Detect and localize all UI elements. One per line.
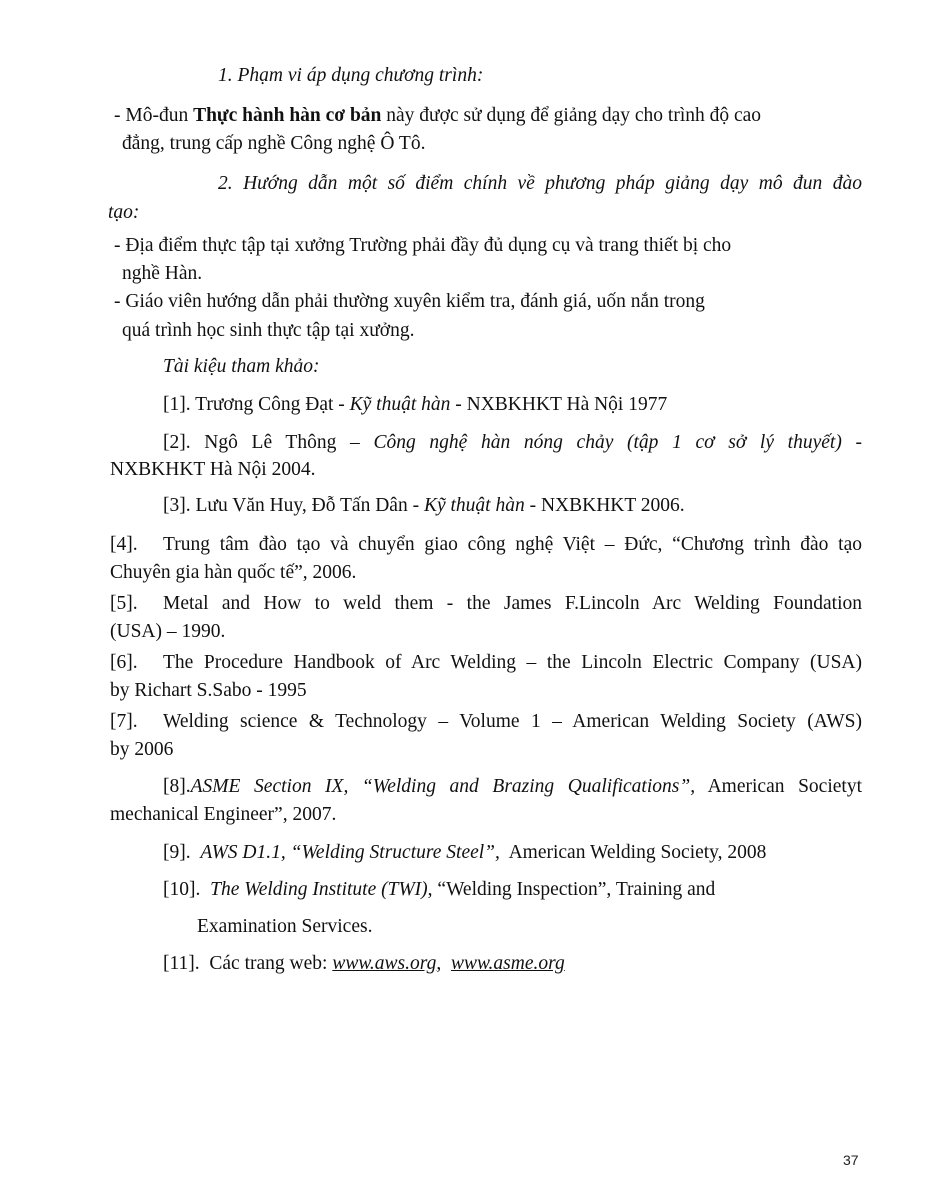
section-1-heading [218,66,483,86]
text: - NXBKHKT 2006. [524,495,685,516]
section-1-heading-text: 1. Phạm vi áp dụng chương trình: [218,65,484,86]
section-1-line-1 [114,106,761,126]
reference-9 [163,843,766,863]
reference-6-line-2: by Richart S.Sabo - 1995 [110,680,307,701]
text: American Welding Society, 2008 [499,842,767,863]
reference-7-number: [7]. [110,711,138,732]
reference-7-line-2: by 2006 [110,739,174,760]
text: [1]. Trương Công Đạt - [163,394,350,415]
reference-5-number: [5]. [110,593,138,614]
text: [11]. Các trang web: [163,953,333,974]
text: Tài kiệu tham khảo: [163,356,320,377]
section-2-heading-line-2 [108,203,139,223]
reference-7-line-1: Welding science & Technology – Volume 1 – American Welding Society (AWS) [163,711,862,732]
reference-6-number: [6]. [110,652,138,673]
reference-4-line-1: Trung tâm đào tạo và chuyển giao công nghệ Việt – Đức, “Chương trình đào tạo [163,534,862,555]
link-asme[interactable]: www.asme.org [450,953,565,974]
reference-11 [163,954,565,974]
text: 2. Hướng dẫn một số điểm chính về phương pháp giảng dạy mô đun đào [218,173,862,194]
standard-title: AWS D1.1, “Welding Structure Steel”, [200,842,500,863]
text: - [841,432,862,453]
reference-5-line-1: Metal and How to weld them - the James F.Lincoln Arc Welding Foundation [163,593,862,614]
reference-6-line-1: The Procedure Handbook of Arc Welding – the Lincoln Electric Company (USA) [163,652,862,673]
text: American Societyt [695,776,862,797]
text: tạo: [108,202,140,223]
section-2-bullet-2-line-2: quá trình học sinh thực tập tại xưởng. [122,320,415,341]
reference-4-number: [4]. [110,534,138,555]
page-number: 37 [843,1152,859,1168]
reference-10-line-1 [163,880,715,900]
section-2-heading-line-1 [218,174,862,194]
text: [9]. [163,842,201,863]
reference-2-line-2: NXBKHKT Hà Nội 2004. [110,459,316,480]
section-2-bullet-2-line-1: - Giáo viên hướng dẫn phải thường xuyên kiểm tra, đánh giá, uốn nắn trong [114,291,705,312]
references-heading [163,357,320,377]
text: - Mô-đun [114,105,194,126]
book-title: Công nghệ hàn nóng chảy (tập 1 cơ sở lý thuyết) [373,432,842,453]
module-name: Thực hành hàn cơ bản [193,105,382,126]
section-1-line-2: đẳng, trung cấp nghề Công nghệ Ô Tô. [122,133,426,154]
text: [3]. Lưu Văn Huy, Đỗ Tấn Dân - [163,495,424,516]
reference-3 [163,496,685,516]
reference-2-line-1 [163,433,862,453]
text: [8]. [163,776,191,797]
reference-10-line-2: Examination Services. [197,916,373,937]
reference-4-line-2: Chuyên gia hàn quốc tế”, 2006. [110,562,357,583]
text: này được sử dụng để giảng dạy cho trình độ cao [381,105,762,126]
link-aws[interactable]: www.aws.org [332,953,437,974]
section-2-bullet-1-line-1: - Địa điểm thực tập tại xưởng Trường phải đầy đủ dụng cụ và trang thiết bị cho [114,235,732,256]
section-2-bullet-1-line-2: nghề Hàn. [122,263,203,284]
reference-5-line-2: (USA) – 1990. [110,621,226,642]
text: , “Welding Inspection”, Training and [427,879,716,900]
text: - NXBKHKT Hà Nội 1977 [450,394,668,415]
text: [2]. Ngô Lê Thông – [163,432,374,453]
separator: , [436,953,451,974]
text: [10]. [163,879,211,900]
reference-8-line-1 [163,777,862,797]
institute-name: The Welding Institute (TWI) [210,879,428,900]
book-title: Kỹ thuật hàn [349,394,451,415]
reference-8-line-2: mechanical Engineer”, 2007. [110,804,337,825]
reference-1 [163,395,667,415]
standard-title: ASME Section IX, “Welding and Brazing Qualifications”, [190,776,696,797]
book-title: Kỹ thuật hàn [423,495,525,516]
